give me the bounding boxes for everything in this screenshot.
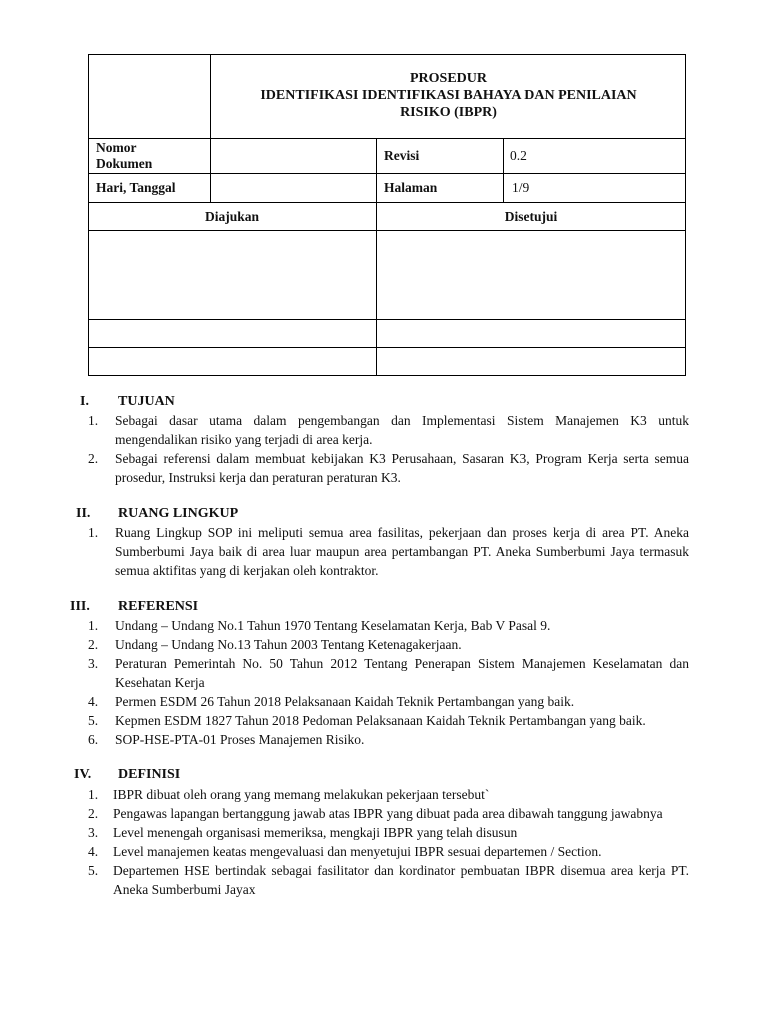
section-heading: DEFINISI	[118, 767, 181, 782]
list-item-line: Permen ESDM 26 Tahun 2018 Pelaksanaan Kaidah Teknik Pertambangan yang baik.	[115, 694, 575, 709]
list-item-line: Aneka Sumberbumi Jayax	[113, 882, 256, 897]
list-item-line: Sumberbumi Jaya baik di area luar maupun area pertambangan PT. Aneka Sumberbumi Jaya termasuk	[115, 544, 689, 559]
list-item-line: IBPR dibuat oleh orang yang memang melakukan pekerjaan tersebut`	[113, 787, 490, 802]
list-item-number: 2.	[88, 451, 99, 466]
list-item-number: 1.	[88, 787, 99, 802]
list-item-number: 5.	[88, 713, 99, 728]
list-item-line: Undang – Undang No.1 Tahun 1970 Tentang Keselamatan Kerja, Bab V Pasal 9.	[115, 618, 551, 633]
section-numeral: IV.	[74, 767, 92, 782]
list-item-line: Kesehatan Kerja	[115, 675, 205, 690]
section-numeral: II.	[76, 506, 91, 521]
list-item-line: semua aktifitas yang di kerjakan oleh kontraktor.	[115, 563, 379, 578]
revisi-label: Revisi	[384, 148, 420, 163]
section-heading: RUANG LINGKUP	[118, 506, 239, 521]
list-item-number: 1.	[88, 525, 99, 540]
list-item-number: 3.	[88, 656, 99, 671]
list-item-line: prosedur, Instruksi kerja dan peraturan peraturan K3.	[115, 470, 401, 485]
nomor-label-line-2: Dokumen	[96, 156, 153, 171]
list-item-line: Level menengah organisasi memeriksa, mengkaji IBPR yang telah disusun	[113, 825, 518, 840]
section-numeral: I.	[80, 394, 89, 409]
disetujui-label: Disetujui	[504, 209, 558, 224]
list-item-line: Level manajemen keatas mengevaluasi dan menyetujui IBPR sesuai departemen / Section.	[113, 844, 602, 859]
doc-title-line-1: PROSEDUR	[409, 71, 487, 86]
nomor-label-line-1: Nomor	[96, 140, 137, 155]
list-item-number: 1.	[88, 413, 99, 428]
section-heading: REFERENSI	[118, 599, 199, 614]
list-item-number: 2.	[88, 637, 99, 652]
list-item-number: 6.	[88, 732, 99, 747]
list-item-number: 1.	[88, 618, 99, 633]
list-item-line: Peraturan Pemerintah No. 50 Tahun 2012 Tentang Penerapan Sistem Manajemen Keselamatan dan	[115, 656, 689, 671]
revisi-value: 0.2	[510, 148, 527, 163]
list-item-line: Sebagai dasar utama dalam pengembangan dan Implementasi Sistem Manajemen K3 untuk	[115, 413, 689, 428]
list-item-number: 2.	[88, 806, 99, 821]
list-item-line: Kepmen ESDM 1827 Tahun 2018 Pedoman Pelaksanaan Kaidah Teknik Pertambangan yang baik.	[115, 713, 646, 728]
list-item-number: 5.	[88, 863, 99, 878]
diajukan-label: Diajukan	[204, 209, 260, 224]
doc-title-line-3: RISIKO (IBPR)	[400, 105, 497, 120]
list-item-line: Pengawas lapangan bertanggung jawab atas IBPR yang dibuat pada area dibawah tanggung jawabnya	[113, 806, 663, 821]
section-heading: TUJUAN	[118, 394, 175, 409]
halaman-value: 1/9	[512, 180, 530, 195]
section-numeral: III.	[70, 599, 90, 614]
list-item-line: Undang – Undang No.13 Tahun 2003 Tentang Ketenagakerjaan.	[115, 637, 462, 652]
list-item-number: 4.	[88, 694, 99, 709]
doc-title-line-2: IDENTIFIKASI IDENTIFIKASI BAHAYA DAN PENILAIAN	[260, 88, 637, 103]
halaman-label: Halaman	[384, 180, 438, 195]
list-item-line: mengendalikan risiko yang terjadi di area kerja.	[115, 432, 373, 447]
list-item-line: SOP-HSE-PTA-01 Proses Manajemen Risiko.	[115, 732, 365, 747]
list-item-number: 3.	[88, 825, 99, 840]
list-item-number: 4.	[88, 844, 99, 859]
hari-tanggal-label: Hari, Tanggal	[96, 180, 176, 195]
list-item-line: Departemen HSE bertindak sebagai fasilitator dan kordinator pembuatan IBPR disemua area kerja PT.	[113, 863, 689, 878]
list-item-line: Sebagai referensi dalam membuat kebijakan K3 Perusahaan, Sasaran K3, Program Kerja serta semua	[115, 451, 689, 466]
list-item-line: Ruang Lingkup SOP ini meliputi semua area fasilitas, pekerjaan dan proses kerja di area PT. Aneka	[115, 525, 689, 540]
